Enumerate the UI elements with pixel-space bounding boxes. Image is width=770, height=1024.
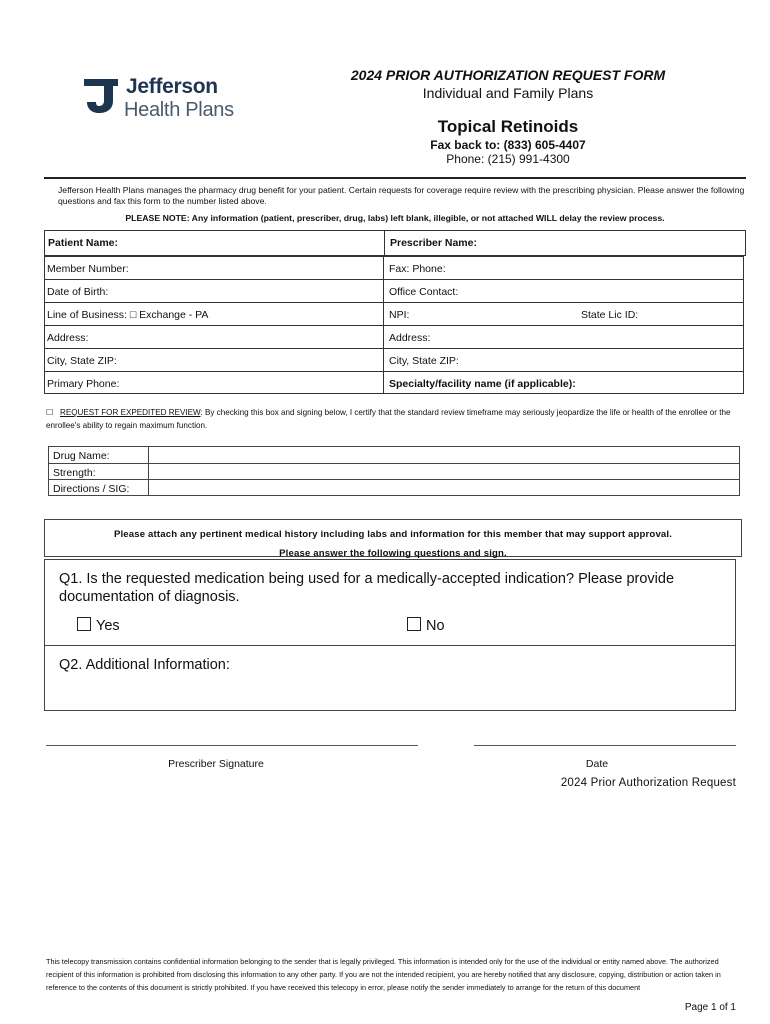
- npi-field[interactable]: NPI:: [389, 309, 410, 321]
- date-label: Date: [585, 758, 609, 770]
- questions-box: [44, 559, 736, 711]
- jefferson-logo-icon: [84, 79, 118, 113]
- prescriber-city-state-zip-field[interactable]: City, State ZIP:: [389, 355, 459, 367]
- yes-label: Yes: [96, 618, 120, 634]
- expedited-review-text: : By checking this box and signing below, I certify that the standard review timeframe may seriously jeopardize the life or health of the enrollee or the enrollee's ability to regain maximum function.: [46, 408, 731, 430]
- prescriber-address-field[interactable]: Address:: [389, 332, 431, 344]
- patient-address-field[interactable]: Address:: [47, 332, 89, 344]
- table-row: [45, 348, 743, 371]
- patient-prescriber-table: [44, 256, 744, 394]
- no-option[interactable]: [407, 617, 445, 634]
- intro-text: Jefferson Health Plans manages the pharmacy drug benefit for your patient. Certain requests for coverage require review with the prescribing physician. Please answer the following questions and fax this form to the number listed above.: [58, 185, 745, 206]
- drug-name-label: Drug Name:: [53, 450, 110, 462]
- confidentiality-notice: This telecopy transmission contains confidential information belonging to the sender that is legally privileged. This information is intended only for the use of the individual or entity named above. The authorized recipient of this information is prohibited from disclosing this information to any other party. If you are not the intended recipient, you are hereby notified that any disclosure, copying, distribution or action taken in reference to the contents of this document is strictly prohibited. If you have received this telecopy in error, please notify the sender immediately to arrange for the return of this document: [46, 957, 721, 992]
- expedited-review-checkbox[interactable]: ☐: [46, 408, 54, 417]
- form-title: 2024 PRIOR AUTHORIZATION REQUEST FORM: [350, 67, 666, 83]
- page-number: Page 1 of 1: [684, 1002, 736, 1013]
- column-divider: [384, 231, 385, 255]
- no-label: No: [426, 618, 445, 634]
- header-divider: [44, 177, 746, 179]
- patient-city-state-zip-field[interactable]: City, State ZIP:: [47, 355, 117, 367]
- footer-form-title: 2024 Prior Authorization Request: [560, 777, 736, 789]
- specialty-facility-field[interactable]: Specialty/facility name (if applicable):: [389, 378, 576, 390]
- question-1: Q1. Is the requested medication being used for a medically-accepted indication? Please provide documentation of diagnosis.: [59, 571, 675, 605]
- drug-table: [48, 446, 740, 496]
- no-checkbox[interactable]: [407, 617, 421, 631]
- attach-line-1: Please attach any pertinent medical history including labs and information for this member that may support approval.: [113, 529, 673, 540]
- patient-prescriber-header: [44, 230, 746, 256]
- logo-text-jefferson: Jefferson: [126, 75, 218, 98]
- table-row: [45, 279, 743, 302]
- state-lic-id-field[interactable]: State Lic ID:: [581, 309, 639, 321]
- please-note: PLEASE NOTE: Any information (patient, prescriber, drug, labs) left blank, illegible, or not attached WILL delay the review process.: [125, 213, 665, 223]
- question-divider: [45, 645, 735, 646]
- table-row: [45, 302, 743, 325]
- strength-label: Strength:: [53, 467, 96, 479]
- drug-name-row[interactable]: [49, 447, 739, 463]
- office-contact-field[interactable]: Office Contact:: [389, 286, 459, 298]
- prescriber-signature-line[interactable]: [46, 745, 418, 746]
- question-2[interactable]: Q2. Additional Information:: [59, 657, 230, 673]
- drug-class-title: Topical Retinoids: [437, 117, 579, 136]
- logo-text-health-plans: Health Plans: [124, 99, 234, 121]
- expedited-review: [46, 406, 746, 432]
- table-row: [45, 325, 743, 348]
- expedited-review-label: REQUEST FOR EXPEDITED REVIEW: [60, 408, 201, 417]
- patient-name-field[interactable]: Patient Name:: [48, 237, 119, 249]
- table-row: [45, 256, 743, 279]
- strength-row[interactable]: [49, 463, 739, 479]
- yes-checkbox[interactable]: [77, 617, 91, 631]
- directions-row[interactable]: [49, 479, 739, 495]
- date-line[interactable]: [474, 745, 736, 746]
- form-subtitle: Individual and Family Plans: [422, 85, 594, 101]
- primary-phone-field[interactable]: Primary Phone:: [47, 378, 120, 390]
- yes-option[interactable]: [77, 617, 120, 634]
- member-number-field[interactable]: Member Number:: [47, 263, 129, 275]
- table-row: [45, 371, 743, 394]
- prescriber-name-field[interactable]: Prescriber Name:: [390, 237, 477, 249]
- date-of-birth-field[interactable]: Date of Birth:: [47, 286, 109, 298]
- attach-instructions: [44, 519, 742, 557]
- attach-line-2: Please answer the following questions and sign.: [279, 548, 507, 559]
- directions-label: Directions / SIG:: [53, 483, 130, 495]
- line-of-business-field[interactable]: Line of Business: □ Exchange - PA: [47, 309, 209, 321]
- fax-number: Fax back to: (833) 605-4407: [430, 138, 586, 152]
- jefferson-logo: [84, 77, 254, 125]
- phone-number: Phone: (215) 991-4300: [446, 152, 570, 166]
- prescriber-signature-label: Prescriber Signature: [168, 758, 264, 770]
- prescriber-fax-phone-field[interactable]: Fax: Phone:: [389, 263, 446, 275]
